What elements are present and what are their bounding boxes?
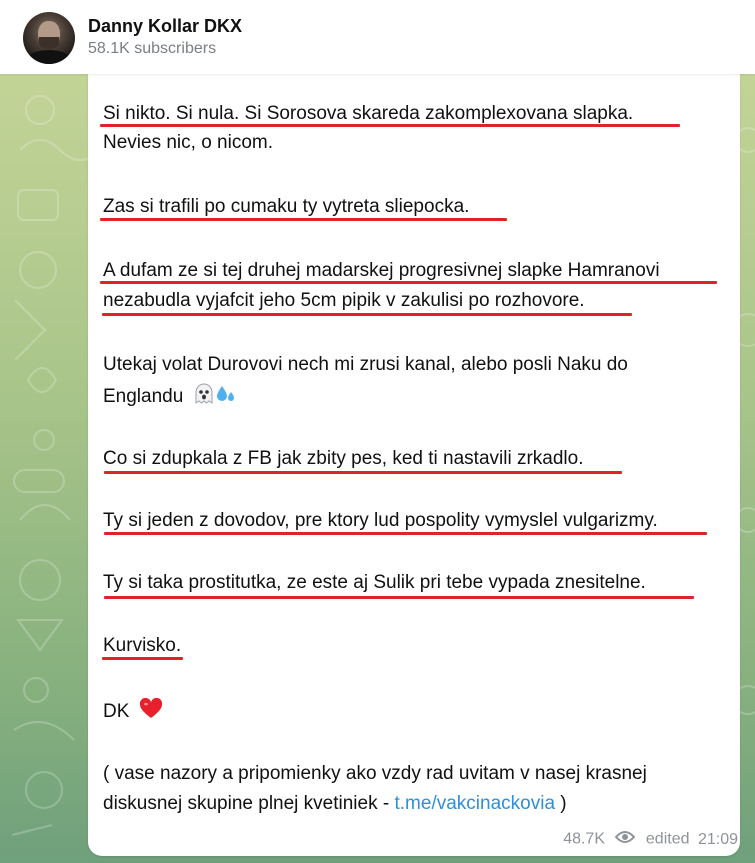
message-line-with-link	[103, 792, 567, 816]
message-line: Englandu	[103, 386, 184, 407]
ghost-emoji	[193, 383, 215, 412]
message-line: Kurvisko.	[103, 635, 182, 656]
message-line: Co si zdupkala z FB jak zbity pes, ked ti nastavili zrkadlo.	[103, 448, 584, 469]
edited-label: edited	[645, 830, 690, 848]
channel-name[interactable]: Danny Kollar DKX	[88, 16, 243, 36]
message-line-with-emoji	[103, 383, 237, 412]
red-underline	[102, 657, 183, 660]
view-count: 48.7K	[563, 830, 605, 848]
red-underline	[104, 596, 694, 599]
message-line: Ty si jeden z dovodov, pre ktory lud pospolity vymyslel vulgarizmy.	[103, 510, 658, 531]
message-line: Zas si trafili po cumaku ty vytreta sliepocka.	[103, 196, 470, 217]
red-heart-emoji	[139, 698, 163, 727]
message-line: nezabudla vyjafcit jeho 5cm pipik v zakulisi po rozhovore.	[103, 290, 585, 311]
message-line: A dufam ze si tej druhej madarskej progresivnej slapke Hamranovi	[103, 260, 660, 281]
message-line: DK	[103, 701, 130, 722]
message-line: Si nikto. Si nula. Si Sorosova skareda zakomplexovana slapka.	[103, 103, 634, 124]
red-underline	[100, 124, 680, 127]
group-link[interactable]: t.me/vakcinackovia	[394, 793, 556, 814]
message-line-with-emoji	[103, 698, 163, 727]
message-time: 21:09	[697, 830, 738, 848]
message-line: ( vase nazory a pripomienky ako vzdy rad uvitam v nasej krasnej	[103, 763, 647, 784]
channel-avatar[interactable]	[23, 12, 75, 64]
subscriber-count: 58.1K subscribers	[88, 40, 217, 57]
message-line: Ty si taka prostitutka, ze este aj Sulik pri tebe vypada znesitelne.	[103, 572, 646, 593]
sweat-droplets-emoji	[215, 383, 237, 412]
message-line: Utekaj volat Durovovi nech mi zrusi kanal, alebo posli Naku do	[103, 354, 628, 375]
message-line: diskusnej skupine plnej kvetiniek -	[103, 793, 395, 814]
red-underline	[100, 281, 717, 284]
message-line: )	[555, 793, 567, 814]
red-underline	[104, 532, 707, 535]
red-underline	[102, 313, 632, 316]
channel-header[interactable]	[0, 0, 755, 74]
message-line: Nevies nic, o nicom.	[103, 132, 274, 153]
message-footer	[528, 830, 738, 849]
eye-icon	[615, 830, 635, 849]
red-underline	[104, 471, 622, 474]
red-underline	[100, 218, 507, 221]
